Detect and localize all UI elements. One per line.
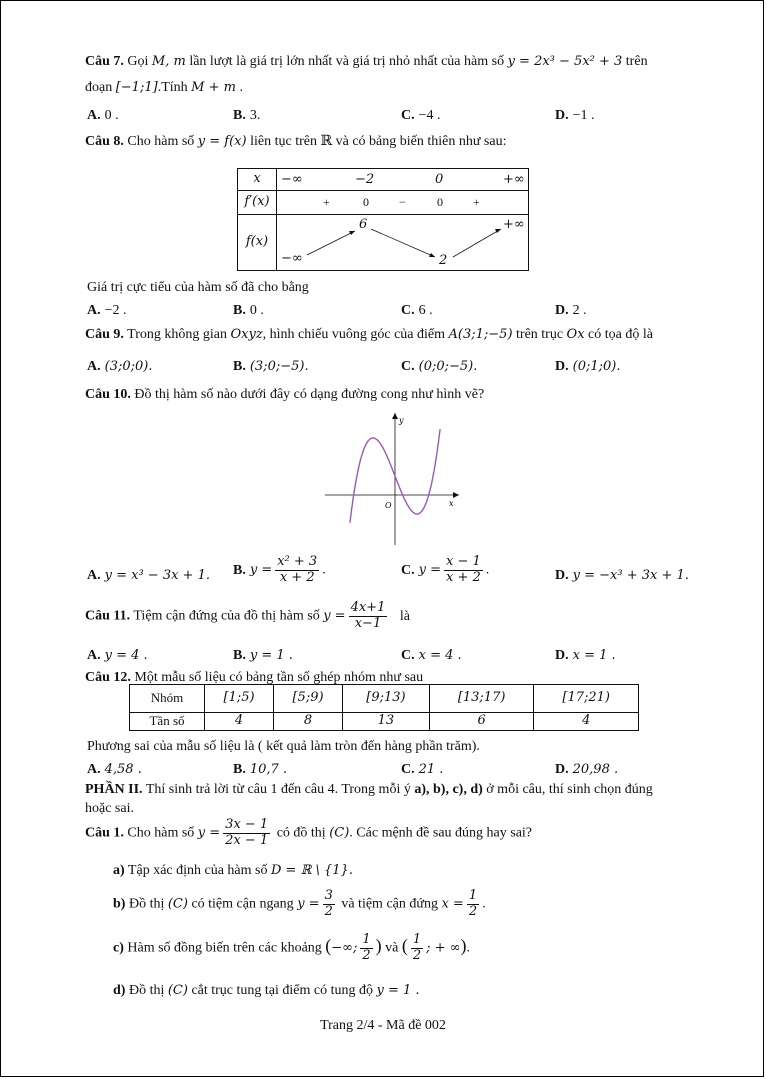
p2q1-label: Câu 1.	[85, 825, 124, 841]
part2-line1: PHẦN II. Thí sinh trả lời từ câu 1 đến câu 4. Trong mỗi ý a), b), c), d) ở mỗi câu, thí sinh chọn đúng	[85, 782, 653, 797]
q11-option-c[interactable]: C. x = 4 .	[401, 648, 462, 663]
p2q1-line1: Câu 1. Cho hàm số y = $\frac{3x - 1}{2x - 1}$ có đồ thị (C). Các mệnh đề sau đúng hay sai?	[85, 817, 533, 848]
y-axis-label: y	[399, 416, 404, 425]
q11-label: Câu 11.	[85, 608, 131, 624]
q11-line1: Câu 11. Tiệm cận đứng của đồ thị hàm số y = $\frac{4x+1}{x-1}$ là	[85, 600, 410, 631]
q12-label: Câu 12.	[85, 670, 131, 685]
q12-option-a[interactable]: A. 4,58 .	[87, 762, 142, 777]
p2q1-statement-a[interactable]: a) Tập xác định của hàm số D = ℝ \ {1}.	[113, 863, 353, 878]
variation-arrows	[277, 215, 529, 271]
p2q1-statement-d[interactable]: d) Đồ thị (C) cắt trục tung tại điểm có tung độ y = 1 .	[113, 983, 420, 998]
q12-option-d[interactable]: D. 20,98 .	[555, 762, 619, 777]
q10-option-d[interactable]: D. y = −x³ + 3x + 1.	[555, 568, 689, 583]
q9-option-b[interactable]: B. (3;0;−5).	[233, 359, 309, 374]
p2q1-statement-c[interactable]: c) Hàm số đồng biến trên các khoảng (−∞; $\frac{1}{2}$ ) và ( $\frac{1}{2}$ ; + ∞).	[113, 932, 471, 963]
page-footer: Trang 2/4 - Mã đề 002	[320, 1018, 446, 1033]
q8-option-b[interactable]: B. 0 .	[233, 303, 264, 318]
q7-option-b[interactable]: B. 3.	[233, 108, 261, 123]
frequency-table: Nhóm [1;5) [5;9) [9;13) [13;17) [17;21) Tần số 4 8 13 6 4	[129, 684, 639, 731]
q8-option-c[interactable]: C. 6 .	[401, 303, 433, 318]
q7-line1: Câu 7. Gọi M, m lần lượt là giá trị lớn nhất và giá trị nhỏ nhất của hàm số y = 2x³ − 5x² + 3 trên	[85, 54, 648, 69]
q8-option-d[interactable]: D. 2 .	[555, 303, 587, 318]
q12-option-b[interactable]: B. 10,7 .	[233, 762, 288, 777]
q11-option-a[interactable]: A. y = 4 .	[87, 648, 148, 663]
q8-line1: Câu 8. Cho hàm số y = f(x) liên tục trên ℝ và có bảng biến thiên như sau:	[85, 134, 507, 149]
p2q1-statement-b[interactable]: b) Đồ thị (C) có tiệm cận ngang y = $\frac{3}{2}$ và tiệm cận đứng x = $\frac{1}{2}$ .	[113, 888, 486, 919]
q12-option-c[interactable]: C. 21 .	[401, 762, 444, 777]
x-axis-label: x	[449, 499, 454, 508]
q10-label: Câu 10.	[85, 387, 131, 402]
q9-label: Câu 9.	[85, 327, 124, 342]
q10-line1: Câu 10. Đồ thị hàm số nào dưới đây có dạng đường cong như hình vẽ?	[85, 387, 485, 402]
q8-option-a[interactable]: A. −2 .	[87, 303, 127, 318]
header-group: Nhóm	[130, 685, 205, 713]
variation-table: x −∞ −2 0 +∞ f′(x) + 0 − 0 + f(x) −∞ 6 2 +∞	[237, 168, 529, 271]
q9-option-c[interactable]: C. (0;0;−5).	[401, 359, 478, 374]
q7-label: Câu 7.	[85, 54, 124, 69]
q10-option-a[interactable]: A. y = x³ − 3x + 1.	[87, 568, 210, 583]
part2-line2: hoặc sai.	[85, 801, 134, 816]
q12-question: Phương sai của mẫu số liệu là ( kết quả làm tròn đến hàng phần trăm).	[87, 739, 480, 754]
header-frequency: Tần số	[130, 713, 205, 731]
q10-option-c[interactable]: C. y = $\frac{x - 1}{x + 2}$ .	[401, 554, 490, 585]
q8-question: Giá trị cực tiểu của hàm số đã cho bằng	[87, 280, 309, 295]
q9-option-d[interactable]: D. (0;1;0).	[555, 359, 621, 374]
q10-option-b[interactable]: B. y = $\frac{\text{x² + 3}}{x + 2}$ .	[233, 554, 326, 585]
q12-line1: Câu 12. Một mẫu số liệu có bảng tần số ghép nhóm như sau	[85, 670, 424, 685]
q7-option-c[interactable]: C. −4 .	[401, 108, 441, 123]
q8-label: Câu 8.	[85, 134, 124, 149]
q7-option-a[interactable]: A. 0 .	[87, 108, 119, 123]
origin-label: O	[385, 501, 392, 510]
cubic-graph	[323, 409, 463, 549]
q9-line1: Câu 9. Trong không gian Oxyz, hình chiếu vuông góc của điểm A(3;1;−5) trên trục Ox có tọa độ là	[85, 327, 653, 342]
q9-option-a[interactable]: A. (3;0;0).	[87, 359, 153, 374]
part2-label: PHẦN II.	[85, 782, 143, 797]
q7-line2: đoạn [−1;1].Tính M + m .	[85, 80, 243, 95]
q11-option-d[interactable]: D. x = 1 .	[555, 648, 616, 663]
q11-option-b[interactable]: B. y = 1 .	[233, 648, 293, 663]
q7-option-d[interactable]: D. −1 .	[555, 108, 595, 123]
